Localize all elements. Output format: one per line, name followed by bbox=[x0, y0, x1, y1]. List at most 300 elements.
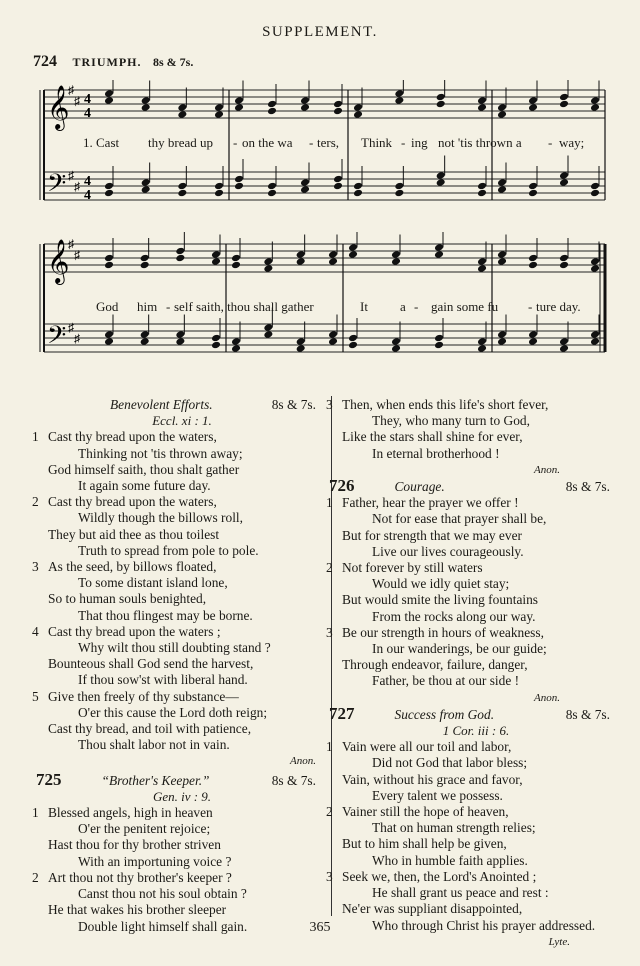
verse-line bbox=[326, 804, 610, 820]
verse-text: Blessed angels, high in heaven bbox=[48, 805, 213, 821]
verse-text: O'er the penitent rejoice; bbox=[78, 821, 211, 837]
lyric-syllable: gain some fu bbox=[431, 299, 499, 314]
verse-text: Hast thou for thy brother striven bbox=[48, 837, 221, 853]
verse-text: God himself saith, thou shalt gather bbox=[48, 461, 240, 477]
note-head bbox=[353, 189, 363, 198]
note-head bbox=[141, 103, 151, 112]
note-head bbox=[177, 189, 187, 198]
note-head bbox=[477, 257, 487, 266]
author: Anon. bbox=[534, 463, 560, 476]
lyric-syllable: a bbox=[400, 299, 406, 314]
note-head bbox=[300, 178, 310, 187]
verse-text: They but aid thee as thou toilest bbox=[48, 526, 220, 542]
verse-number: 1 bbox=[32, 429, 39, 445]
verse-line bbox=[48, 446, 316, 462]
verse-line bbox=[48, 886, 316, 902]
note-head bbox=[211, 334, 221, 343]
sharp-icon: ♯ bbox=[74, 331, 80, 346]
note-head bbox=[263, 330, 273, 339]
note-head bbox=[348, 341, 358, 350]
lyric-syllable: him bbox=[137, 299, 158, 314]
verse bbox=[32, 623, 316, 689]
note-head bbox=[436, 178, 446, 187]
verse-text: Art thou not thy brother's keeper ? bbox=[48, 869, 232, 885]
note-head bbox=[267, 107, 277, 116]
verse-text: O'er this cause the Lord doth reign; bbox=[78, 704, 268, 720]
verse-text: Be our strength in hours of weakness, bbox=[342, 624, 544, 640]
verse-text: As the seed, by billows floated, bbox=[48, 559, 217, 575]
verse-number: 1 bbox=[32, 805, 39, 821]
verse-text: So to human souls benighted, bbox=[48, 591, 207, 607]
hymn-number: 725 bbox=[36, 769, 62, 789]
note-head bbox=[497, 250, 507, 259]
verse-text: Through endeavor, failure, danger, bbox=[342, 657, 528, 673]
time-signature: 4 bbox=[84, 106, 91, 121]
note-head bbox=[296, 250, 306, 259]
note-head bbox=[353, 103, 363, 112]
verse bbox=[32, 494, 316, 559]
verse-text: Ne'er was suppliant disappointed, bbox=[342, 901, 523, 917]
verse-text: In our wanderings, be our guide; bbox=[372, 641, 547, 657]
verse-text: Not for ease that prayer shall be, bbox=[372, 511, 547, 527]
verse-line bbox=[326, 495, 610, 511]
note-head bbox=[141, 185, 151, 194]
note-head bbox=[559, 261, 569, 270]
note-head bbox=[267, 100, 277, 109]
lyric-syllable: - bbox=[548, 135, 553, 150]
verse bbox=[326, 739, 610, 804]
verse-line bbox=[32, 559, 316, 575]
lyric-syllable: not 'tis thrown a bbox=[438, 135, 522, 150]
time-signature: 4 bbox=[84, 174, 91, 189]
verse-text: Father, hear the prayer we offer ! bbox=[342, 495, 519, 511]
note-head bbox=[477, 344, 487, 353]
verse-number: 3 bbox=[326, 397, 333, 412]
note-head bbox=[234, 182, 244, 191]
note-head bbox=[590, 257, 600, 266]
note-head bbox=[263, 323, 273, 332]
verse-line bbox=[342, 673, 610, 689]
meter: 8s & 7s. bbox=[271, 397, 316, 412]
verse-text: Thinking not 'tis thrown away; bbox=[78, 445, 243, 461]
verse-line bbox=[342, 511, 610, 527]
verse-line bbox=[342, 657, 610, 673]
verse-line bbox=[48, 721, 316, 737]
verse bbox=[326, 560, 610, 625]
sharp-icon: ♯ bbox=[68, 237, 74, 251]
page-header: SUPPLEMENT. bbox=[262, 24, 378, 40]
scripture-ref: 1 Cor. iii : 6. bbox=[442, 723, 510, 739]
note-head bbox=[559, 178, 569, 187]
verse-text: Not forever by still waters bbox=[342, 560, 483, 576]
note-head bbox=[394, 189, 404, 198]
lyric-syllable: - bbox=[401, 135, 406, 150]
verse-line bbox=[342, 836, 610, 852]
verse-line bbox=[48, 837, 316, 853]
note-head bbox=[231, 261, 241, 270]
note-head bbox=[528, 96, 538, 105]
verse-line bbox=[48, 527, 316, 543]
note-head bbox=[328, 330, 338, 339]
hymn-725-verses-right bbox=[326, 397, 610, 462]
tune-name: TRIUMPH. bbox=[72, 55, 142, 69]
hymn-725-verses-left bbox=[32, 805, 316, 935]
verse bbox=[326, 397, 610, 462]
note-head bbox=[104, 189, 114, 198]
note-head bbox=[328, 337, 338, 346]
note-head bbox=[175, 337, 185, 346]
verse bbox=[326, 624, 610, 690]
note-head bbox=[267, 182, 277, 191]
meter: 8s & 7s. bbox=[271, 772, 316, 788]
note-head bbox=[436, 171, 446, 180]
sharp-icon: ♯ bbox=[74, 248, 80, 262]
verse bbox=[326, 804, 610, 869]
note-head bbox=[231, 254, 241, 263]
note-head bbox=[104, 261, 114, 270]
note-head bbox=[175, 330, 185, 339]
verse-line bbox=[342, 609, 610, 625]
note-head bbox=[434, 341, 444, 350]
lyric-syllable: ters, bbox=[317, 135, 340, 150]
verse-text: He shall grant us peace and rest : bbox=[372, 885, 549, 901]
note-head bbox=[394, 96, 404, 105]
verse-line bbox=[32, 494, 316, 510]
verse-text: They, who many turn to God, bbox=[372, 413, 530, 429]
note-head bbox=[559, 100, 569, 109]
note-head bbox=[104, 89, 114, 98]
note-head bbox=[214, 110, 224, 119]
verse-line bbox=[48, 640, 316, 656]
verse-text: Every talent we possess. bbox=[372, 787, 503, 803]
verse-line bbox=[342, 576, 610, 592]
note-head bbox=[394, 182, 404, 191]
verse-text: Vain, without his grace and favor, bbox=[342, 771, 523, 787]
page-number: 365 bbox=[309, 920, 331, 935]
note-head bbox=[559, 254, 569, 263]
note-head bbox=[353, 110, 363, 119]
verse-number: 2 bbox=[32, 494, 39, 510]
meter: 8s & 7s. bbox=[153, 55, 194, 69]
verse-text: Why wilt thou still doubting stand ? bbox=[78, 640, 271, 656]
note-head bbox=[436, 100, 446, 109]
verse-number: 2 bbox=[326, 804, 333, 820]
note-head bbox=[436, 93, 446, 102]
hymn-727-verses bbox=[326, 739, 610, 933]
verse-text: Father, be thou at our side ! bbox=[372, 673, 520, 689]
time-signature: 4 bbox=[84, 188, 91, 203]
hymn-724-text-heading bbox=[48, 397, 316, 413]
hymn-number: 724 bbox=[33, 53, 57, 70]
bass-clef-icon: 𝄢 bbox=[47, 321, 67, 356]
verse-line bbox=[342, 446, 610, 462]
meter: 8s & 7s. bbox=[565, 706, 610, 722]
verse-line bbox=[48, 854, 316, 870]
verse-line bbox=[342, 853, 610, 869]
note-head bbox=[333, 107, 343, 116]
note-head bbox=[300, 96, 310, 105]
verse-text: From the rocks along our way. bbox=[372, 608, 536, 624]
verse-line bbox=[32, 689, 316, 705]
scripture-ref: Eccl. xi : 1. bbox=[152, 413, 212, 429]
lyric-syllable: self saith, thou shall gather bbox=[174, 299, 314, 314]
sharp-icon: ♯ bbox=[68, 168, 74, 183]
note-head bbox=[263, 257, 273, 266]
verse-number: 2 bbox=[326, 560, 333, 576]
verse-line bbox=[342, 592, 610, 608]
treble-clef-icon: 𝄞 bbox=[47, 239, 70, 283]
note-head bbox=[590, 103, 600, 112]
hymn-title: Benevolent Efforts. bbox=[110, 397, 213, 412]
verse-text: Truth to spread from pole to pole. bbox=[78, 542, 259, 558]
verse bbox=[326, 495, 610, 560]
note-head bbox=[328, 250, 338, 259]
verse-line bbox=[48, 705, 316, 721]
verse bbox=[32, 559, 316, 624]
verse-text: Cast thy bread, and toil with patience, bbox=[48, 721, 252, 737]
author: Lyte. bbox=[548, 935, 570, 948]
verse-line bbox=[48, 543, 316, 559]
bass-clef-icon: 𝄢 bbox=[47, 169, 67, 204]
verse-text: Who through Christ his prayer addressed. bbox=[372, 917, 596, 933]
verse-line bbox=[342, 820, 610, 836]
note-head bbox=[300, 185, 310, 194]
note-head bbox=[559, 93, 569, 102]
lyric-syllable: - bbox=[166, 299, 171, 314]
verse-text: Give then freely of thy substance— bbox=[48, 688, 239, 704]
note-head bbox=[300, 103, 310, 112]
verse-line bbox=[342, 528, 610, 544]
verse-line bbox=[342, 413, 610, 429]
verse-text: Vain were all our toil and labor, bbox=[342, 739, 512, 755]
lyric-syllable: ing bbox=[411, 135, 428, 150]
note-head bbox=[559, 344, 569, 353]
note-head bbox=[231, 337, 241, 346]
hymn-727-heading bbox=[329, 703, 610, 723]
verse-line bbox=[48, 737, 316, 753]
note-head bbox=[104, 182, 114, 191]
verse-text: It again some future day. bbox=[78, 478, 211, 494]
verse-text: Canst thou not his soul obtain ? bbox=[78, 886, 247, 902]
note-head bbox=[234, 175, 244, 184]
hymn-726-heading bbox=[329, 476, 610, 496]
hymn-title: Success from God. bbox=[394, 706, 495, 722]
note-head bbox=[175, 247, 185, 256]
note-head bbox=[328, 257, 338, 266]
verse-line bbox=[342, 885, 610, 901]
sharp-icon: ♯ bbox=[74, 179, 80, 194]
verse-line bbox=[48, 462, 316, 478]
verse-text: Would we idly quiet stay; bbox=[372, 576, 510, 592]
note-head bbox=[477, 264, 487, 273]
note-head bbox=[497, 337, 507, 346]
note-head bbox=[391, 257, 401, 266]
note-head bbox=[590, 96, 600, 105]
hymn-724-verses bbox=[32, 429, 316, 753]
verse bbox=[32, 805, 316, 870]
note-head bbox=[528, 182, 538, 191]
note-head bbox=[140, 261, 150, 270]
note-head bbox=[528, 337, 538, 346]
note-head bbox=[477, 182, 487, 191]
verse-number: 3 bbox=[32, 559, 39, 575]
lyric-syllable: way; bbox=[559, 135, 585, 150]
verse-text: Like the stars shall shine for ever, bbox=[342, 429, 523, 445]
note-head bbox=[214, 182, 224, 191]
verse-text: But for strength that we may ever bbox=[342, 527, 522, 543]
hymn-number: 726 bbox=[329, 476, 355, 496]
verse-number: 3 bbox=[326, 624, 333, 640]
note-head bbox=[177, 110, 187, 119]
note-head bbox=[528, 261, 538, 270]
lyric-syllable: God bbox=[96, 299, 119, 314]
sharp-icon: ♯ bbox=[74, 94, 80, 108]
note-head bbox=[434, 243, 444, 252]
verse-number: 1 bbox=[326, 495, 333, 511]
lyric-syllable: - bbox=[528, 299, 533, 314]
verse-line bbox=[342, 755, 610, 771]
note-head bbox=[528, 330, 538, 339]
note-head bbox=[104, 337, 114, 346]
note-head bbox=[590, 337, 600, 346]
lyric-syllable: ture day. bbox=[536, 299, 581, 314]
lyric-syllable: It bbox=[360, 299, 368, 314]
verse-text: In eternal brotherhood ! bbox=[372, 445, 500, 461]
verse-text: Then, when ends this life's short fever, bbox=[342, 397, 549, 412]
note-head bbox=[177, 182, 187, 191]
note-head bbox=[391, 337, 401, 346]
sharp-icon: ♯ bbox=[68, 83, 74, 97]
verse-line bbox=[48, 902, 316, 918]
note-head bbox=[559, 171, 569, 180]
verse-text: But to him shall help be given, bbox=[342, 836, 507, 852]
verse-line bbox=[326, 869, 610, 885]
verse-text: To some distant island lone, bbox=[78, 575, 228, 591]
verse-line bbox=[48, 656, 316, 672]
verse-line bbox=[326, 560, 610, 576]
verse-text: Cast thy bread upon the waters ; bbox=[48, 623, 221, 639]
note-head bbox=[590, 182, 600, 191]
verse-line bbox=[32, 870, 316, 886]
verse-number: 1 bbox=[326, 739, 333, 755]
verse-line bbox=[342, 788, 610, 804]
note-head bbox=[477, 337, 487, 346]
verse bbox=[32, 429, 316, 494]
author: Anon. bbox=[534, 691, 560, 704]
hymn-726-verses bbox=[326, 495, 610, 689]
lyric-syllable: - bbox=[414, 299, 419, 314]
note-head bbox=[267, 189, 277, 198]
verse-text: Wildly though the billows roll, bbox=[78, 510, 243, 526]
verse-line bbox=[326, 625, 610, 641]
note-head bbox=[263, 264, 273, 273]
note-head bbox=[104, 254, 114, 263]
lyric-syllable: on the wa bbox=[242, 135, 293, 150]
verse-number: 3 bbox=[326, 868, 333, 884]
verse-line bbox=[48, 608, 316, 624]
note-head bbox=[234, 96, 244, 105]
note-head bbox=[348, 250, 358, 259]
verse-text: Double light himself shall gain. bbox=[78, 918, 248, 934]
lyric-syllable: - bbox=[233, 135, 238, 150]
verse-line bbox=[48, 672, 316, 688]
note-head bbox=[528, 189, 538, 198]
hymn-724-heading bbox=[33, 53, 193, 71]
verse-number: 2 bbox=[32, 869, 39, 885]
note-head bbox=[497, 185, 507, 194]
lyric-syllable: - bbox=[309, 135, 314, 150]
note-head bbox=[391, 250, 401, 259]
lyric-syllable: Think bbox=[361, 135, 393, 150]
verse-text: Live our lives courageously. bbox=[372, 543, 524, 559]
verse-line bbox=[342, 429, 610, 445]
note-head bbox=[528, 103, 538, 112]
note-head bbox=[104, 96, 114, 105]
note-head bbox=[177, 103, 187, 112]
note-head bbox=[214, 103, 224, 112]
author: Anon. bbox=[290, 755, 316, 768]
verse-text: With an importuning voice ? bbox=[78, 853, 232, 869]
note-head bbox=[559, 337, 569, 346]
column-divider bbox=[331, 396, 332, 916]
verse-line bbox=[48, 575, 316, 591]
lyric-syllable: 1. Cast bbox=[83, 135, 120, 150]
note-head bbox=[477, 189, 487, 198]
note-head bbox=[231, 344, 241, 353]
note-head bbox=[528, 254, 538, 263]
verse-text: Seek we, then, the Lord's Anointed ; bbox=[342, 868, 537, 884]
verse-line bbox=[32, 624, 316, 640]
verse-number: 5 bbox=[32, 688, 39, 704]
note-head bbox=[590, 189, 600, 198]
sharp-icon: ♯ bbox=[68, 320, 74, 335]
note-head bbox=[234, 103, 244, 112]
verse-text: That on human strength relies; bbox=[372, 820, 536, 836]
note-head bbox=[477, 96, 487, 105]
verse-line bbox=[326, 739, 610, 755]
note-head bbox=[104, 330, 114, 339]
note-head bbox=[211, 250, 221, 259]
verse-line bbox=[48, 510, 316, 526]
verse-text: Bounteous shall God send the harvest, bbox=[48, 656, 254, 672]
note-head bbox=[141, 96, 151, 105]
hymn-title: Courage. bbox=[394, 479, 445, 495]
note-head bbox=[141, 178, 151, 187]
verse-line bbox=[342, 901, 610, 917]
left-column bbox=[32, 397, 316, 935]
verse-text: He that wakes his brother sleeper bbox=[48, 902, 227, 918]
verse-text: Cast thy bread upon the waters, bbox=[48, 429, 217, 445]
verse-text: Thou shalt labor not in vain. bbox=[78, 737, 230, 753]
verse bbox=[32, 688, 316, 754]
verse-text: Vainer still the hope of heaven, bbox=[342, 804, 509, 820]
verse-text: But would smite the living fountains bbox=[342, 592, 539, 608]
note-head bbox=[333, 175, 343, 184]
note-head bbox=[434, 250, 444, 259]
hymn-725-heading bbox=[36, 769, 316, 789]
note-head bbox=[333, 182, 343, 191]
note-head bbox=[296, 257, 306, 266]
note-head bbox=[140, 254, 150, 263]
scripture-ref: Gen. iv : 9. bbox=[152, 788, 212, 804]
hymn-title: “Brother's Keeper.” bbox=[101, 772, 210, 788]
verse-line bbox=[48, 821, 316, 837]
note-head bbox=[140, 337, 150, 346]
note-head bbox=[434, 334, 444, 343]
verse-line bbox=[32, 429, 316, 445]
note-head bbox=[214, 189, 224, 198]
verse-text: That thou flingest may be borne. bbox=[78, 607, 253, 623]
